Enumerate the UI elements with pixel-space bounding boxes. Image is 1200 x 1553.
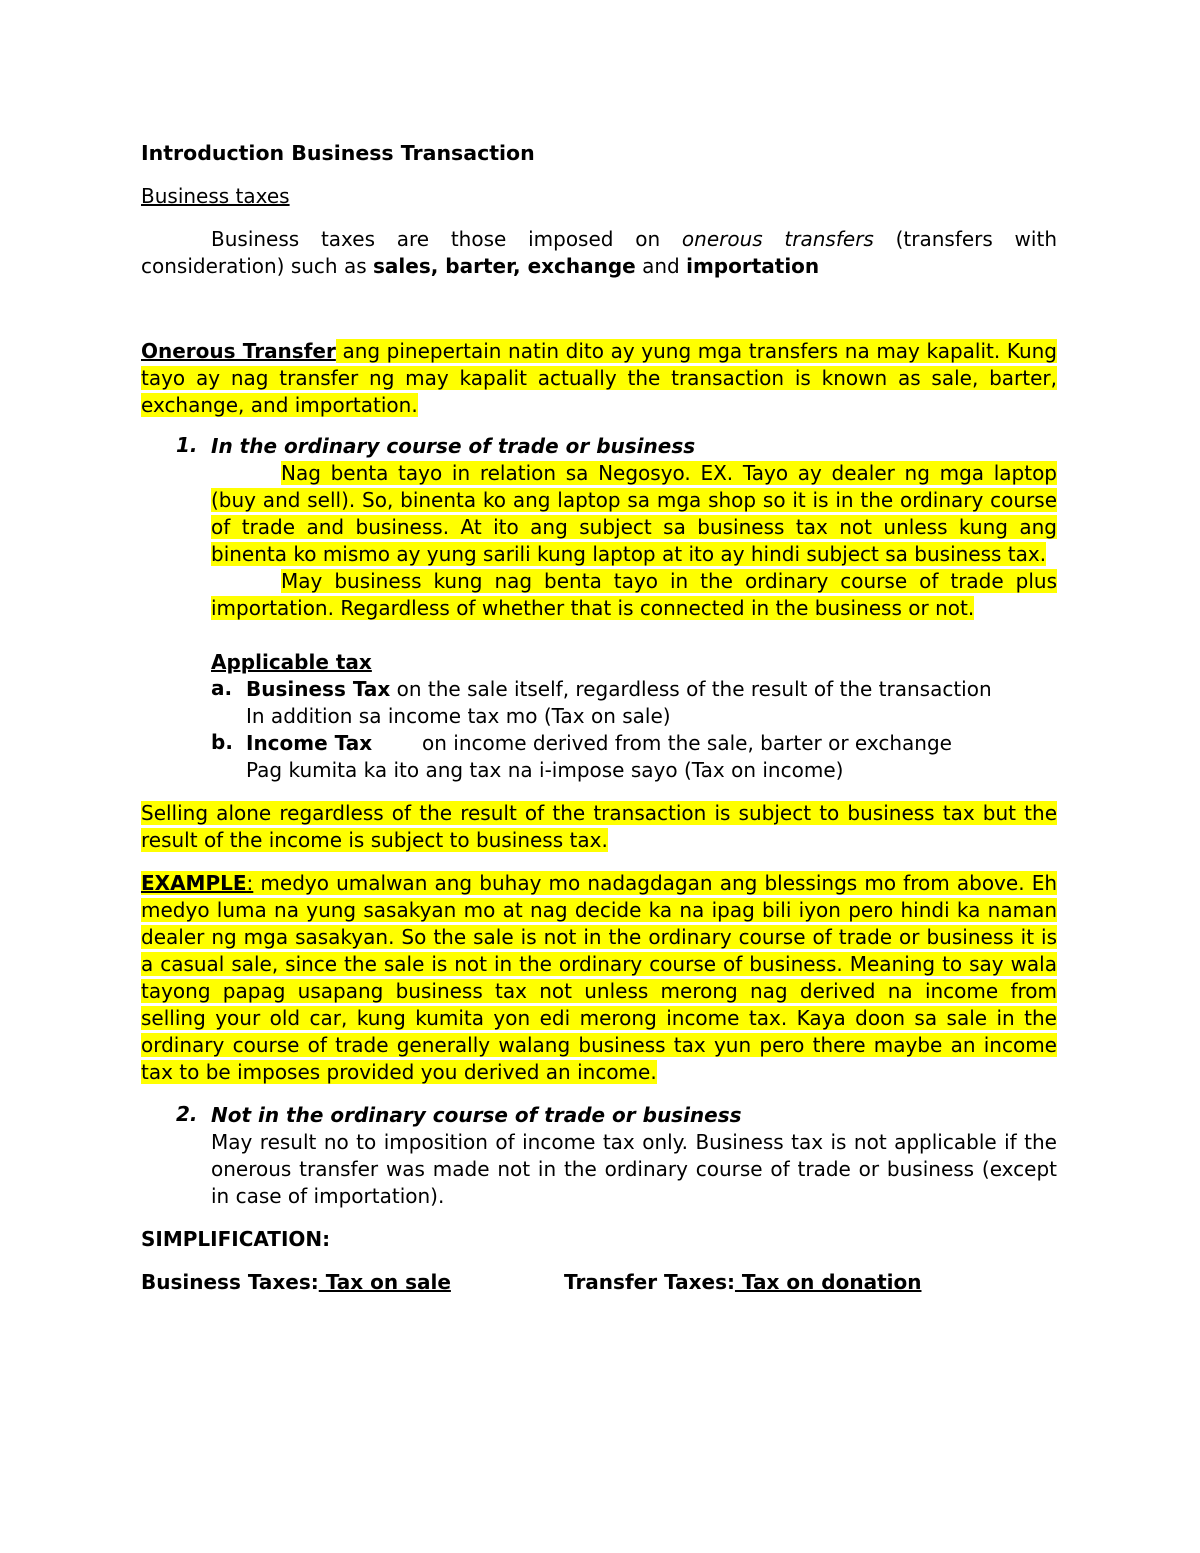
example-label: EXAMPLE xyxy=(141,871,247,895)
bold-term: sales, barter, exchange xyxy=(373,254,636,278)
bold-term: Income Tax xyxy=(246,731,373,755)
item1-paragraph2 xyxy=(211,568,1057,622)
italic-term: onerous transfers xyxy=(681,227,874,251)
applicable-tax-b xyxy=(141,730,1057,784)
tax-b-line xyxy=(246,730,1057,757)
onerous-transfer-paragraph xyxy=(141,338,1057,419)
underlined-term: Tax on sale xyxy=(318,1270,451,1294)
list-heading: In the ordinary course of trade or business xyxy=(211,434,696,458)
text-run: on the sale itself, regardless of the result of the transaction xyxy=(390,677,992,701)
section-heading-business-taxes: Business taxes xyxy=(141,184,290,208)
selling-paragraph xyxy=(141,800,1057,854)
list-number: 1. xyxy=(176,433,198,457)
list-letter: a. xyxy=(211,676,233,700)
text-run: Business taxes are those imposed on xyxy=(211,227,682,251)
list-number: 2. xyxy=(176,1102,198,1126)
list-item-2 xyxy=(141,1102,1057,1210)
highlighted-text: Selling alone regardless of the result of the transaction is subject to business tax but the result of the income is subject to business tax. xyxy=(141,801,1057,852)
onerous-transfer-term: Onerous Transfer xyxy=(141,339,336,363)
applicable-tax-a xyxy=(141,676,1057,730)
highlighted-text: ang pinepertain natin dito ay yung mga transfers na may kapalit. Kung tayo ay nag transfer ng may kapalit actually the transaction is known as sale, barter, exchange, and importation. xyxy=(141,339,1057,417)
applicable-tax-heading: Applicable tax xyxy=(211,650,372,674)
business-taxes-paragraph xyxy=(141,226,1057,280)
text-run: on income derived from the sale, barter or exchange xyxy=(422,731,952,755)
bold-term: importation xyxy=(686,254,820,278)
item1-paragraph1 xyxy=(211,460,1057,568)
list-letter: b. xyxy=(211,730,233,754)
bold-term: Business Tax xyxy=(246,677,391,701)
highlighted-text: Nag benta tayo in relation sa Negosyo. EX. Tayo ay dealer ng mga laptop (buy and sell). So, binenta ko ang laptop sa mga shop so it is in the ordinary course of trade and business. At ito ang subject sa business tax not unless kung ang binenta ko mismo ay yung sarili kung laptop at ito ay hindi subject sa business tax. xyxy=(211,461,1057,566)
example-paragraph xyxy=(141,870,1057,1086)
text-run: (transfers with consideration) such as xyxy=(141,227,1057,278)
document-title: Introduction Business Transaction xyxy=(141,141,535,165)
simplification-row xyxy=(141,1269,1057,1296)
list-item-1 xyxy=(141,433,1057,676)
business-taxes-summary xyxy=(141,1269,564,1296)
underlined-term: Tax on donation xyxy=(734,1270,922,1294)
bold-term: Transfer Taxes: xyxy=(564,1270,735,1294)
highlighted-text: May business kung nag benta tayo in the ordinary course of trade plus importation. Regardless of whether that is connected in the business or not. xyxy=(211,569,1057,620)
item2-paragraph: May result no to imposition of income tax only. Business tax is not applicable if the onerous transfer was made not in the ordinary course of trade or business (except in case of importation). xyxy=(211,1130,1057,1208)
tax-a-line xyxy=(246,676,1057,703)
text-run: : xyxy=(246,871,254,895)
tax-b-note: Pag kumita ka ito ang tax na i-impose sayo (Tax on income) xyxy=(246,758,844,782)
transfer-taxes-summary xyxy=(564,1269,921,1296)
document-page xyxy=(141,140,1057,1296)
bold-term: Business Taxes: xyxy=(141,1270,319,1294)
tax-a-note: In addition sa income tax mo (Tax on sale) xyxy=(246,704,671,728)
simplification-heading: SIMPLIFICATION: xyxy=(141,1227,331,1251)
highlighted-text: medyo umalwan ang buhay mo nadagdagan ang blessings mo from above. Eh medyo luma na yung sasakyan mo at nag decide ka na ipag bili iyon pero hindi ka naman dealer ng mga sasakyan. So the sale is not in the ordinary course of trade or business it is a casual sale, since the sale is not in the ordinary course of business. Meaning to say wala tayong papag usapang business tax not unless merong nag derived na income from selling your old car, kung kumita yon edi merong income tax. Kaya doon sa sale in the ordinary course of trade generally walang business tax yun pero there maybe an income tax to be imposes provided you derived an income. xyxy=(141,871,1057,1084)
list-heading: Not in the ordinary course of trade or business xyxy=(211,1103,742,1127)
text-run: and xyxy=(635,254,687,278)
